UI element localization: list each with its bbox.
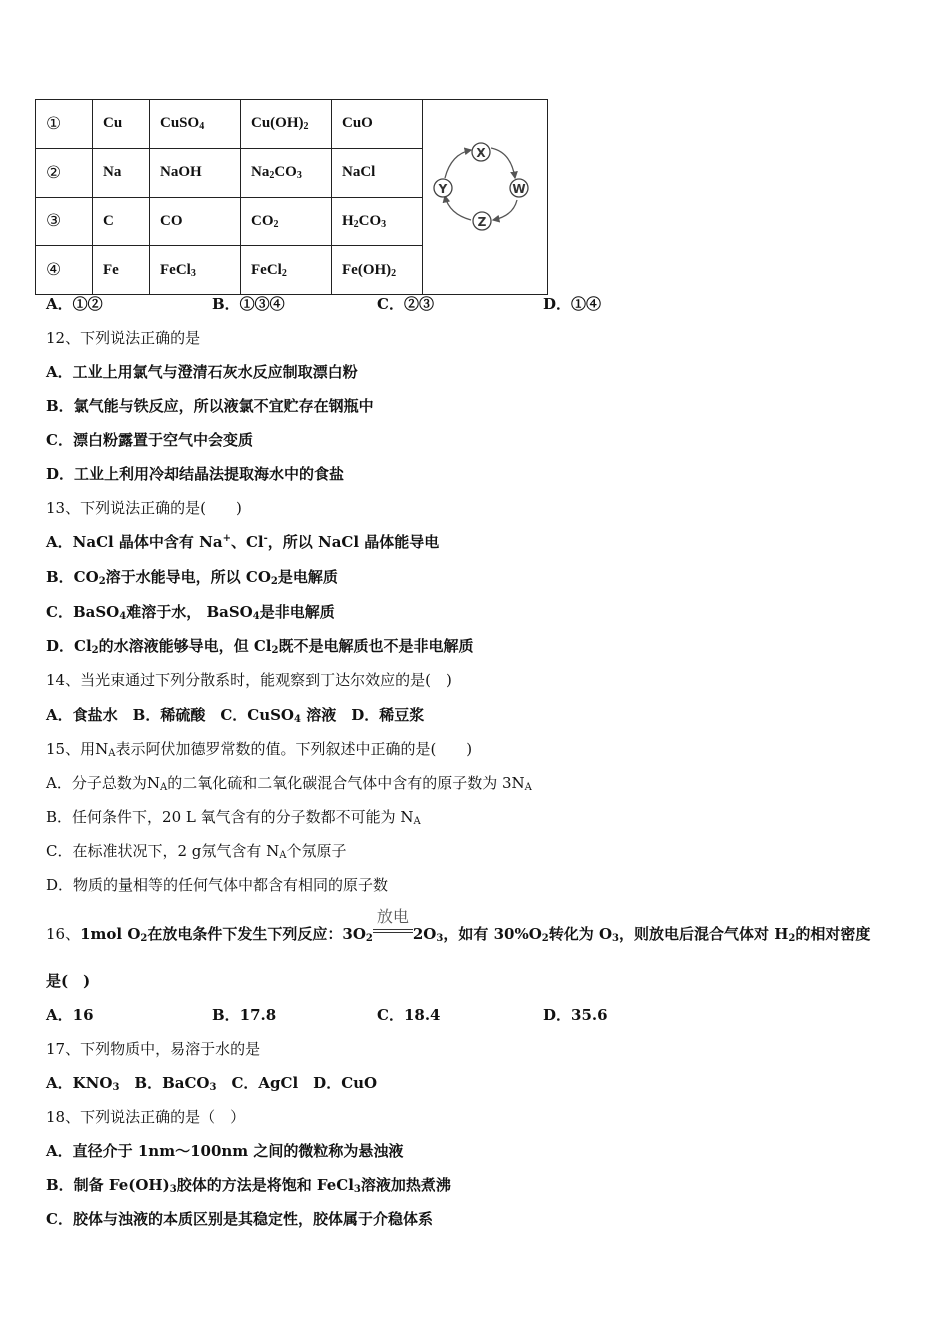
q16-stem-cont: 是( ) (46, 972, 91, 990)
q15-option-d: D．物质的量相等的任何气体中都含有相同的原子数 (46, 876, 389, 894)
q17-stem: 17、下列物质中，易溶于水的是 (46, 1040, 261, 1058)
q13-option-a: A．NaCl 晶体中含有 Na+、Cl-，所以 NaCl 晶体能导电 (46, 533, 440, 551)
q16-stem: 16、1mol $O_2$在放电条件下发生下列反应：$3O_2$ 放电 $2O_3$，如有 $30\%O_2$转化为 $O_3$，则放电后混合气体对 $H_2$的相对密度 (46, 907, 871, 944)
row-index: ① (36, 100, 93, 149)
q14-options: A．食盐水 B．稀硫酸 C．CuSO$_4$ 溶液 D．稀豆浆 (46, 706, 425, 725)
table-cell: FeCl$_2$ (241, 246, 332, 295)
row-index: ② (36, 148, 93, 197)
q18-option-c: C．胶体与浊液的本质区别是其稳定性，胶体属于介稳体系 (46, 1210, 433, 1228)
table-cell: Cu (93, 100, 150, 149)
q12-stem: 12、下列说法正确的是 (46, 329, 201, 347)
q12-option-b: B．氯气能与铁反应，所以液氯不宜贮存在钢瓶中 (46, 397, 374, 415)
q15-option-c: C．在标准状况下，2 g氖气含有 $N_A$个氖原子 (46, 842, 347, 861)
q14-stem: 14、当光束通过下列分散系时，能观察到丁达尔效应的是( ) (46, 671, 452, 689)
q15-option-b: B．任何条件下，20 L 氧气含有的分子数都不可能为 $N_A$ (46, 808, 421, 827)
cycle-diagram-cell (423, 100, 548, 295)
cycle-diagram (423, 100, 547, 289)
table-cell: $H_2CO_3$ (332, 197, 423, 246)
table-cell: $CO_2$ (241, 197, 332, 246)
substance-table (35, 99, 548, 295)
arrow-w-to-z (493, 200, 517, 220)
q16-option-d: D．35.6 (543, 1006, 608, 1024)
arrow-z-to-y (445, 196, 471, 220)
q18-option-a: A．直径介于 1nm～100nm 之间的微粒称为悬浊液 (46, 1142, 404, 1160)
q13-option-c: C．BaSO$_4$难溶于水， BaSO$_4$是非电解质 (46, 603, 335, 622)
row-index: ④ (36, 246, 93, 295)
table-cell: C (93, 197, 150, 246)
q15-stem: 15、用$N_A$表示阿伏加德罗常数的值。下列叙述中正确的是( ) (46, 740, 473, 759)
table-cell: NaCl (332, 148, 423, 197)
arrow-y-to-x (445, 150, 471, 178)
table-cell: Na (93, 148, 150, 197)
q18-stem: 18、下列说法正确的是（ ） (46, 1108, 246, 1126)
q11-option-d: D．①④ (543, 295, 602, 313)
q16-option-a: A．16 (46, 1006, 94, 1024)
arrow-x-to-w (491, 148, 515, 178)
table-cell: $Fe(OH)_2$ (332, 246, 423, 295)
q12-option-d: D．工业上利用冷却结晶法提取海水中的食盐 (46, 465, 345, 483)
table-row (36, 100, 548, 149)
q15-option-a: A．分子总数为$N_A$的二氧化硫和二氧化碳混合气体中含有的原子数为 $3N_A$ (46, 774, 532, 793)
node-x-label: X (476, 146, 486, 160)
table-cell: CuO (332, 100, 423, 149)
q13-option-b: B．$CO_2$溶于水能导电，所以 $CO_2$是电解质 (46, 568, 338, 587)
table-cell: NaOH (150, 148, 241, 197)
q11-option-b: B．①③④ (212, 295, 285, 313)
node-z-label: Z (477, 215, 487, 229)
row-index: ③ (36, 197, 93, 246)
q12-option-c: C．漂白粉露置于空气中会变质 (46, 431, 253, 449)
q11-option-c: C．②③ (377, 295, 434, 313)
q11-option-a: A．①② (46, 295, 103, 313)
q12-option-a: A．工业上用氯气与澄清石灰水反应制取漂白粉 (46, 363, 358, 381)
discharge-arrow: 放电 (373, 921, 413, 941)
table-cell: $Na_2CO_3$ (241, 148, 332, 197)
table-cell: Fe (93, 246, 150, 295)
q13-stem: 13、下列说法正确的是( ) (46, 499, 242, 517)
q18-option-b: B．制备 $Fe(OH)_3$胶体的方法是将饱和 FeCl$_3$溶液加热煮沸 (46, 1176, 451, 1195)
q16-option-c: C．18.4 (377, 1006, 441, 1024)
node-y-label: Y (438, 182, 448, 196)
node-w-label: W (512, 182, 526, 196)
q13-option-d: D．$Cl_2$的水溶液能够导电，但 $Cl_2$既不是电解质也不是非电解质 (46, 637, 474, 656)
q17-options: A．$KNO_3$ B．BaCO$_3$ C．AgCl D．CuO (46, 1074, 378, 1093)
q16-option-b: B．17.8 (212, 1006, 277, 1024)
table-cell: CO (150, 197, 241, 246)
table-cell: FeCl$_3$ (150, 246, 241, 295)
table-cell: $Cu(OH)_2$ (241, 100, 332, 149)
table-cell: CuSO$_4$ (150, 100, 241, 149)
